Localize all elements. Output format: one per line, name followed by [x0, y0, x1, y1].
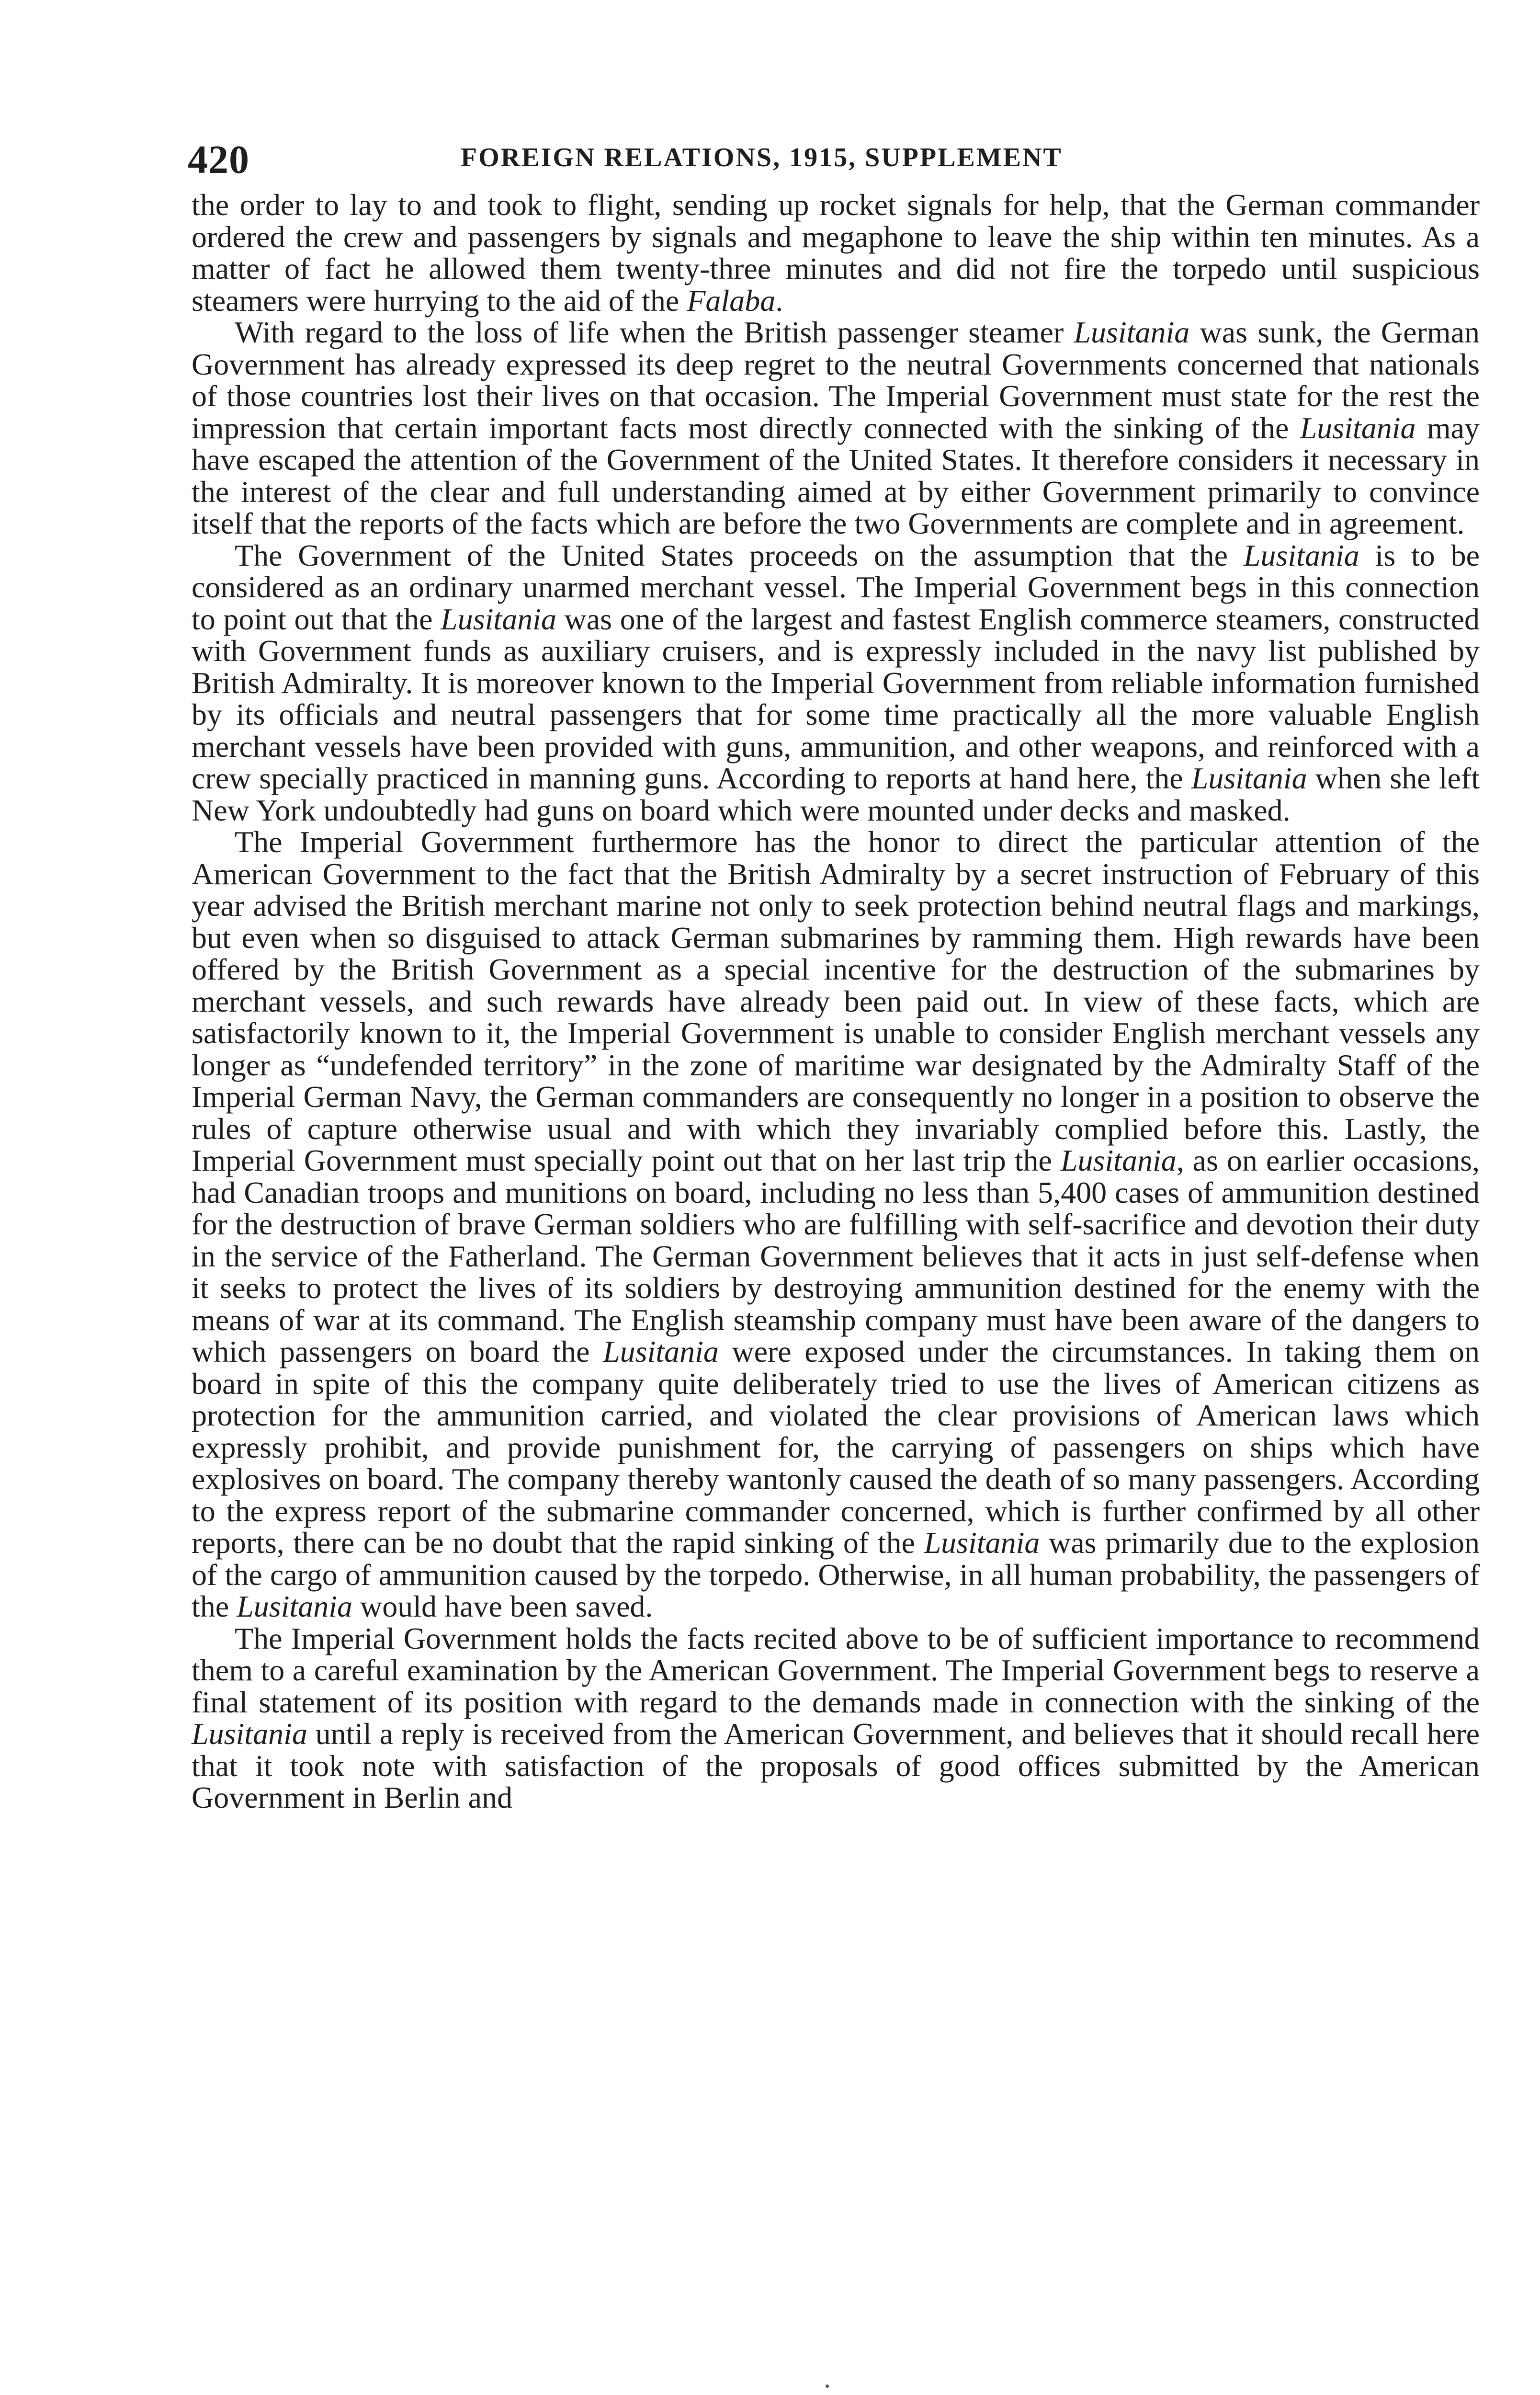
- text-run: is to be considered as an ordinary unarmed merchant vessel. The Imperial Government begs in this connection to point out that the: [192, 538, 1480, 636]
- text-run: were exposed under the circumstances. In taking them on board in spite of this the company quite deliberately tried to use the lives of American citizens as protection for the ammunition carried, and violated the clear provisions of American laws which expressly prohibit, and provide punishment for, the carrying of passengers on ships which have explosives on board. The company thereby wantonly caused the death of so many passengers. According to the express report of the submarine commander concerned, which is further confirmed by all other reports, there can be no doubt that the rapid sinking of the: [192, 1334, 1480, 1560]
- text-run: The Imperial Government holds the facts recited above to be of sufficient importance to recommend them to a careful examination by the American Government. The Imperial Government begs to reserve a final statement of its position with regard to the demands made in connection with the sinking of the: [192, 1621, 1480, 1719]
- italic-text: Lusitania: [1300, 411, 1416, 445]
- italic-text: Lusitania: [1191, 761, 1307, 795]
- text-run: With regard to the loss of life when the British passenger steamer: [235, 315, 1074, 349]
- text-run: when she left New York undoubtedly had guns on board which were mounted under decks and masked.: [192, 761, 1480, 827]
- italic-text: Lusitania: [1060, 1143, 1177, 1177]
- scan-speck: [826, 2384, 829, 2388]
- paragraph: [192, 540, 1480, 827]
- text-run: , as on earlier occasions, had Canadian troops and munitions on board, including no less than 5,400 cases of ammunition destined for the destruction of brave German soldiers who are fulfilling with self-sacrifice and devotion their duty in the service of the Fatherland. The German Government believes that it acts in just self-defense when it seeks to protect the lives of its soldiers by destroying ammunition destined for the enemy with the means of war at its command. The English steamship company must have been aware of the dangers to which passengers on board the: [192, 1143, 1480, 1369]
- document-page: [188, 137, 1480, 1814]
- paragraph: [192, 826, 1480, 1623]
- text-run: The Imperial Government furthermore has the honor to direct the particular attention of the American Government to the fact that the British Admiralty by a secret instruction of February of this year advised the British merchant marine not only to seek protection behind neutral flags and markings, but even when so disguised to attack German submarines by ramming them. High rewards have been offered by the British Government as a special incentive for the destruction of the submarines by merchant vessels, and such rewards have already been paid out. In view of these facts, which are satisfactorily known to it, the Imperial Government is unable to consider English merchant vessels any longer as “undefended territory” in the zone of maritime war designated by the Admiralty Staff of the Imperial German Navy, the German commanders are consequently no longer in a position to observe the rules of capture otherwise usual and with which they invariably complied before this. Lastly, the Imperial Government must specially point out that on her last trip the: [192, 825, 1480, 1177]
- text-run: would have been saved.: [352, 1589, 653, 1623]
- italic-text: Lusitania: [1243, 538, 1359, 572]
- text-run: .: [775, 283, 783, 318]
- text-run: the order to lay to and took to flight, sending up rocket signals for help, that the German commander ordered the crew and passengers by signals and megaphone to leave the ship within ten minutes. As a matter of fact he allowed them twenty-three minutes and did not fire the torpedo until suspicious steamers were hurrying to the aid of the: [192, 188, 1480, 318]
- paragraph: [192, 1623, 1480, 1814]
- text-run: was sunk, the German Government has already expressed its deep regret to the neutral Governments concerned that nationals of those countries lost their lives on that occasion. The Imperial Government must state for the rest the impression that certain important facts most directly connected with the sinking of the: [192, 315, 1480, 445]
- body-text: [192, 189, 1480, 1814]
- text-run: The Government of the United States proceeds on the assumption that the: [235, 538, 1244, 572]
- running-head: [188, 137, 1480, 189]
- running-title: FOREIGN RELATIONS, 1915, SUPPLEMENT: [461, 143, 1063, 172]
- italic-text: Lusitania: [1074, 315, 1190, 349]
- page-number: 420: [188, 137, 249, 182]
- italic-text: Lusitania: [441, 602, 556, 636]
- italic-text: Lusitania: [924, 1526, 1040, 1560]
- text-run: was primarily due to the explosion of the cargo of ammunition caused by the torpedo. Otherwise, in all human probability, the passengers of the: [192, 1526, 1480, 1623]
- text-run: may have escaped the attention of the Government of the United States. It therefore considers it necessary in the interest of the clear and full understanding aimed at by either Government primarily to convince itself that the reports of the facts which are before the two Governments are complete and in agreement.: [192, 411, 1480, 540]
- text-run: was one of the largest and fastest English commerce steamers, constructed with Government funds as auxiliary cruisers, and is expressly included in the navy list published by British Admiralty. It is moreover known to the Imperial Government from reliable information furnished by its officials and neutral passengers that for some time practically all the more valuable English merchant vessels have been provided with guns, ammunition, and other weapons, and reinforced with a crew specially practiced in manning guns. According to reports at hand here, the: [192, 602, 1480, 795]
- paragraph: [192, 317, 1480, 540]
- italic-text: Falaba: [687, 283, 776, 318]
- italic-text: Lusitania: [237, 1589, 353, 1623]
- italic-text: Lusitania: [603, 1334, 719, 1369]
- text-run: until a reply is received from the American Government, and believes that it should recall here that it took note with satisfaction of the proposals of good offices submitted by the American Government in Berlin and: [192, 1717, 1480, 1814]
- italic-text: Lusitania: [192, 1717, 307, 1751]
- paragraph: [192, 189, 1480, 317]
